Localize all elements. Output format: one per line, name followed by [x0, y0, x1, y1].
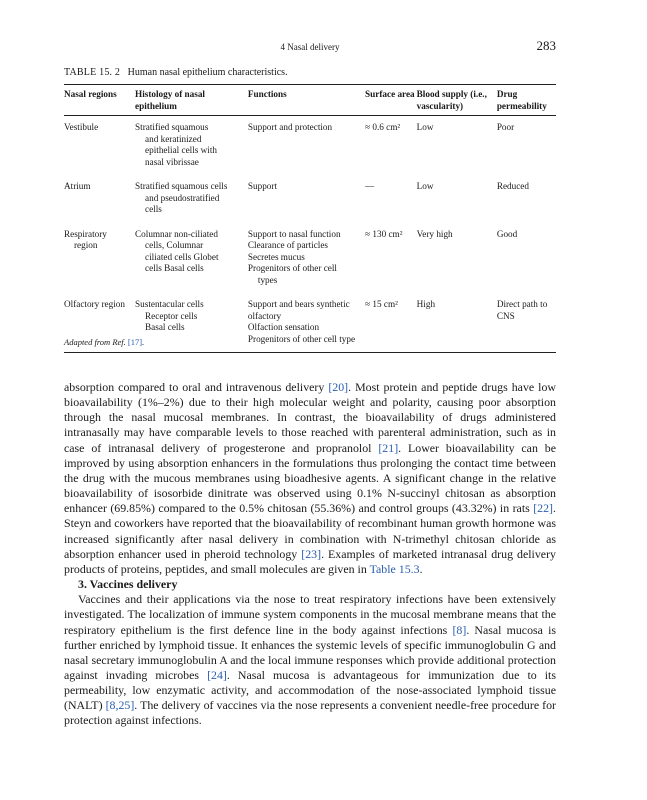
body-text — [64, 380, 556, 729]
col-header-permeability-text: Drug permeability — [496, 89, 547, 111]
cell-blood-supply: Low — [416, 181, 434, 191]
cell-surface-area: ≈ 130 cm² — [365, 228, 403, 239]
cell-region: Atrium — [64, 181, 91, 191]
histology-line: nasal vibrissae — [145, 156, 199, 167]
table-row — [64, 223, 556, 294]
cell-functions — [248, 293, 365, 353]
histology-line: Receptor cells — [145, 310, 198, 321]
table-note-ref[interactable]: [17] — [127, 337, 143, 347]
function-line: Secretes mucus — [247, 251, 305, 262]
text-span: . Examples of marketed intranasal drug delivery products of proteins, peptides, and small molecules are given in — [64, 546, 556, 576]
citation-link[interactable]: [23] — [301, 546, 322, 561]
text-span: . Most protein and peptide drugs have low bioavailability (1%–2%) due to their high molecular weight and polarity, causing poor absorption through the nasal mucosal membranes. In contrast, the bioavailability of drugs administered intranasally may have comparable levels to those reached with parenteral administration, such as in case of intranasal delivery of progesterone and propranolol — [64, 380, 556, 455]
running-header-title: 4 Nasal delivery — [280, 42, 340, 52]
cell-permeability: Reduced — [496, 181, 529, 191]
histology-line: Basal cells — [145, 322, 185, 332]
citation-link[interactable]: [20] — [328, 380, 349, 394]
cell-region: Respiratory region — [64, 228, 107, 250]
cell-surface-area: ≈ 15 cm² — [365, 299, 398, 309]
cell-blood-supply: Low — [416, 122, 434, 132]
table-label: TABLE 15. 2 — [64, 67, 121, 78]
function-line: Clearance of particles — [247, 240, 328, 250]
table-note-suffix: . — [142, 337, 145, 347]
histology-line: Stratified squamous — [135, 122, 209, 132]
table-body — [64, 116, 556, 353]
function-line: Olfaction sensation — [247, 322, 320, 332]
cell-permeability: Poor — [496, 122, 515, 132]
page-number: 283 — [536, 38, 556, 53]
col-header-histology — [135, 85, 248, 116]
cell-histology — [135, 293, 248, 353]
function-line: Progenitors of other cell — [247, 263, 337, 273]
col-header-functions — [248, 85, 365, 116]
text-span: . — [419, 561, 423, 576]
table-container — [64, 84, 556, 353]
table-header-row — [64, 85, 556, 116]
text-span: absorption compared to oral and intravenous delivery — [64, 380, 329, 394]
cell-histology — [135, 116, 248, 176]
cell-region: Vestibule — [64, 122, 99, 132]
histology-line: Sustentacular cells — [135, 299, 204, 309]
function-line: Support and protection — [247, 122, 333, 132]
histology-line: Columnar non-ciliated — [135, 228, 218, 239]
cell-blood-supply: High — [416, 299, 436, 309]
section-heading: 3. Vaccines delivery — [78, 577, 178, 592]
function-line: Support — [247, 181, 278, 191]
cell-functions — [248, 175, 365, 223]
col-header-permeability — [497, 85, 556, 116]
cell-region: Olfactory region — [64, 299, 125, 309]
citation-link[interactable]: [8] — [452, 622, 467, 637]
function-line: Support to nasal function — [247, 228, 341, 239]
table-caption-text: Human nasal epithelium characteristics. — [127, 67, 288, 78]
col-header-region-text: Nasal regions — [64, 89, 117, 99]
citation-link[interactable]: [24] — [207, 667, 227, 682]
cell-functions — [248, 116, 365, 176]
histology-line: ciliated cells Globet — [145, 251, 219, 262]
cell-surface-area: ≈ 0.6 cm² — [365, 122, 401, 132]
histology-line: Stratified squamous cells — [135, 181, 228, 191]
cell-histology — [135, 175, 248, 223]
running-header — [64, 38, 556, 58]
text-span: Vaccines and their applications via the nose to treat respiratory infections have been extensively investigated. The localization of immune system components in the mucosal membrane means that the respiratory epithelium is the first defence line in the body against infections — [64, 592, 556, 637]
histology-line: cells — [145, 204, 162, 214]
cell-histology — [135, 223, 248, 294]
col-header-histology-text: Histology of nasal epithelium — [135, 89, 205, 111]
text-span: . The delivery of vaccines via the nose represents a convenient needle-free procedure for protection against infections. — [64, 698, 556, 728]
text-span: . Nasal mucosa is advantageous for immunization due to its permeability, low enzymatic activity, and accommodation of the nose-associated lymphoid tissue (NALT) — [64, 667, 556, 713]
table-link[interactable]: Table 15.3 — [369, 561, 420, 576]
table-row — [64, 116, 556, 176]
text-span: . Nasal mucosa is further enriched by lymphoid tissue. It enhances the systemic levels of specific immunoglobulin G and nasal secretary immunoglobulin A and the local immune responses which provide additional protection against invading microbes — [64, 622, 556, 682]
table-note-prefix: Adapted from Ref. — [64, 337, 126, 347]
epithelium-table — [64, 84, 556, 353]
cell-permeability: Direct path to CNS — [496, 299, 548, 321]
citation-link[interactable]: [8,25] — [105, 698, 135, 713]
paragraph-absorption — [64, 380, 556, 577]
histology-line: epithelial cells with — [145, 145, 217, 155]
col-header-region — [64, 85, 135, 116]
histology-line: and pseudostratified — [145, 192, 220, 203]
text-span: . Lower bioavailability can be improved by using absorption enhancers in the formulations thus prolonging the contact time between the drug with the mucous membranes using bioadhesive agents. A significant change in the relative bioavailability of isosorbide dinitrate was observed using 0.1% N-succinyl chitosan as absorption enhancer (69.85%) compared to the 0.5% chitosan (55.36%) and control groups (43.32%) in rats — [64, 440, 556, 516]
histology-line: cells Basal cells — [145, 263, 204, 273]
col-header-functions-text: Functions — [247, 89, 287, 99]
cell-functions — [248, 223, 365, 294]
table-source-note — [64, 337, 144, 347]
citation-link[interactable]: [21] — [378, 440, 399, 455]
function-line: Support and bears synthetic — [247, 299, 350, 309]
col-header-blood — [417, 85, 497, 116]
function-line: Progenitors of other cell type — [247, 333, 356, 344]
paragraph-vaccines — [64, 592, 556, 728]
col-header-area-text: Surface area — [365, 89, 415, 99]
cell-permeability: Good — [496, 228, 518, 239]
text-span: . Steyn and coworkers have reported that the bioavailability of recombinant human growth hormone was increased significantly after nasal delivery in combination with N-trimethyl chitosan chloride as absorption enhancer used in pheroid technology — [64, 501, 556, 561]
function-line: types — [257, 274, 278, 285]
col-header-area — [365, 85, 417, 116]
histology-line: cells, Columnar — [145, 240, 204, 250]
function-line: olfactory — [247, 310, 282, 321]
table-row — [64, 175, 556, 223]
histology-line: and keratinized — [145, 133, 202, 144]
cell-surface-area: — — [365, 181, 375, 191]
cell-blood-supply: Very high — [416, 228, 453, 239]
table-caption — [64, 67, 288, 78]
col-header-blood-text: Blood supply (i.e., vascularity) — [416, 89, 487, 111]
citation-link[interactable]: [22] — [533, 501, 554, 516]
